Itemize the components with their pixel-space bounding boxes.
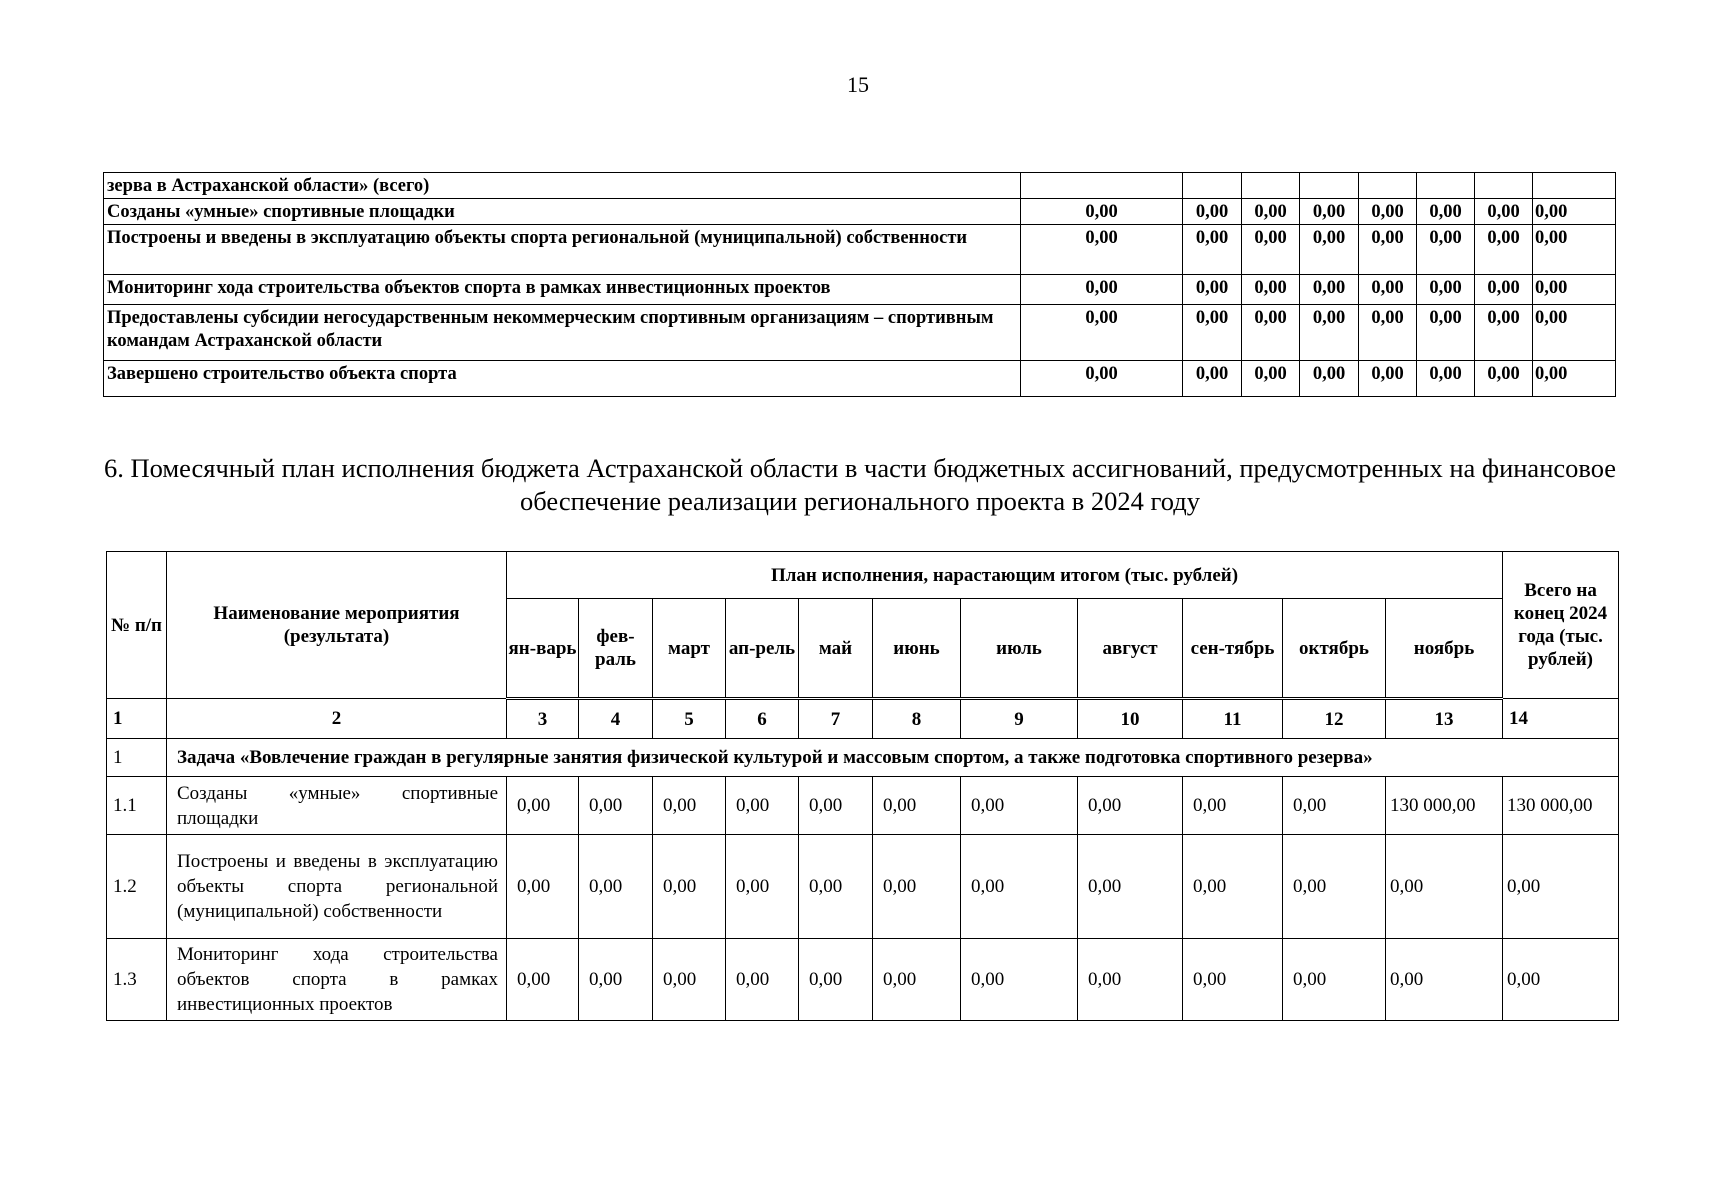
result-value: 0,00 <box>1300 275 1359 305</box>
section-title: 6. Помесячный план исполнения бюджета Астраханской области в части бюджетных ассигнований, предусмотренных на финансовое обеспечение реализации регионального проекта в 2024 году <box>103 453 1617 516</box>
result-value: 0,00 <box>1242 305 1300 361</box>
month-value: 0,00 <box>726 939 799 1021</box>
result-name: Завершено строительство объекта спорта <box>104 361 1021 397</box>
row-total: 0,00 <box>1503 939 1619 1021</box>
result-value: 0,00 <box>1475 361 1533 397</box>
month-value: 0,00 <box>579 777 653 835</box>
month-value: 0,00 <box>961 939 1078 1021</box>
row-name: Мониторинг хода строительства объектов спорта в рамках инвестиционных проектов <box>167 939 507 1021</box>
column-number: 14 <box>1503 699 1619 739</box>
month-value: 0,00 <box>1283 835 1386 939</box>
header-num: № п/п <box>107 552 167 699</box>
result-value: 0,00 <box>1533 361 1616 397</box>
result-value: 0,00 <box>1242 199 1300 225</box>
month-value: 0,00 <box>653 939 726 1021</box>
result-total: 0,00 <box>1021 275 1183 305</box>
result-value <box>1300 173 1359 199</box>
header-month: сен-тябрь <box>1183 599 1283 699</box>
result-value: 0,00 <box>1300 225 1359 275</box>
monthly-plan-table <box>106 551 1619 1021</box>
result-value: 0,00 <box>1417 361 1475 397</box>
result-value: 0,00 <box>1359 275 1417 305</box>
result-value: 0,00 <box>1417 305 1475 361</box>
result-name: Построены и введены в эксплуатацию объекты спорта региональной (муниципальной) собственности <box>104 225 1021 275</box>
result-value <box>1475 173 1533 199</box>
result-value: 0,00 <box>1242 275 1300 305</box>
column-number: 13 <box>1386 699 1503 739</box>
month-value: 0,00 <box>726 835 799 939</box>
result-value: 0,00 <box>1359 361 1417 397</box>
result-value: 0,00 <box>1183 305 1242 361</box>
month-value: 0,00 <box>873 939 961 1021</box>
result-value: 0,00 <box>1242 225 1300 275</box>
month-value: 0,00 <box>507 777 579 835</box>
month-value: 0,00 <box>1183 835 1283 939</box>
top-table-row <box>104 275 1616 305</box>
result-value: 0,00 <box>1475 225 1533 275</box>
result-value: 0,00 <box>1533 275 1616 305</box>
month-value: 0,00 <box>1078 835 1183 939</box>
result-value: 0,00 <box>1183 275 1242 305</box>
top-table-row <box>104 199 1616 225</box>
header-month: ноябрь <box>1386 599 1503 699</box>
column-number: 1 <box>107 699 167 739</box>
row-total: 0,00 <box>1503 835 1619 939</box>
column-number: 3 <box>507 699 579 739</box>
month-value: 0,00 <box>1283 777 1386 835</box>
result-value: 0,00 <box>1359 305 1417 361</box>
result-name: Предоставлены субсидии негосударственным некоммерческим спортивным организациям – спортивным командам Астраханской области <box>104 305 1021 361</box>
result-value: 0,00 <box>1417 225 1475 275</box>
result-value: 0,00 <box>1183 225 1242 275</box>
result-value <box>1533 173 1616 199</box>
result-value: 0,00 <box>1417 275 1475 305</box>
result-name: Созданы «умные» спортивные площадки <box>104 199 1021 225</box>
header-plan: План исполнения, нарастающим итогом (тыс. рублей) <box>507 552 1503 599</box>
column-number: 10 <box>1078 699 1183 739</box>
column-number: 12 <box>1283 699 1386 739</box>
header-month: июнь <box>873 599 961 699</box>
result-value: 0,00 <box>1475 275 1533 305</box>
row-num: 1.1 <box>107 777 167 835</box>
top-table-body <box>104 173 1616 397</box>
result-value: 0,00 <box>1300 361 1359 397</box>
month-value: 0,00 <box>799 939 873 1021</box>
result-value: 0,00 <box>1300 199 1359 225</box>
task-num: 1 <box>107 739 167 777</box>
header-month: март <box>653 599 726 699</box>
top-table-row <box>104 361 1616 397</box>
result-value: 0,00 <box>1533 305 1616 361</box>
top-table-row <box>104 173 1616 199</box>
top-table-row <box>104 305 1616 361</box>
result-total: 0,00 <box>1021 305 1183 361</box>
month-value: 0,00 <box>1183 777 1283 835</box>
month-value: 0,00 <box>507 835 579 939</box>
header-name: Наименование мероприятия (результата) <box>167 552 507 699</box>
result-total: 0,00 <box>1021 225 1183 275</box>
result-value <box>1242 173 1300 199</box>
row-name: Построены и введены в эксплуатацию объекты спорта региональной (муниципальной) собственности <box>167 835 507 939</box>
column-number: 9 <box>961 699 1078 739</box>
column-number: 7 <box>799 699 873 739</box>
month-value: 0,00 <box>1386 939 1503 1021</box>
month-value: 0,00 <box>961 777 1078 835</box>
top-results-table <box>103 172 1616 397</box>
table-row <box>107 777 1619 835</box>
result-total: 0,00 <box>1021 361 1183 397</box>
month-value: 0,00 <box>961 835 1078 939</box>
result-total: 0,00 <box>1021 199 1183 225</box>
result-value <box>1183 173 1242 199</box>
column-number: 6 <box>726 699 799 739</box>
result-value: 0,00 <box>1533 199 1616 225</box>
row-name: Созданы «умные» спортивные площадки <box>167 777 507 835</box>
month-value: 0,00 <box>1078 777 1183 835</box>
month-value: 0,00 <box>653 835 726 939</box>
month-value: 130 000,00 <box>1386 777 1503 835</box>
month-value: 0,00 <box>507 939 579 1021</box>
month-value: 0,00 <box>579 835 653 939</box>
column-number: 8 <box>873 699 961 739</box>
result-value <box>1417 173 1475 199</box>
table-row <box>107 939 1619 1021</box>
monthly-plan-table-body <box>107 552 1619 1021</box>
result-value: 0,00 <box>1417 199 1475 225</box>
header-total: Всего на конец 2024 года (тыс. рублей) <box>1503 552 1619 699</box>
column-number: 4 <box>579 699 653 739</box>
result-name: зерва в Астраханской области» (всего) <box>104 173 1021 199</box>
column-number: 5 <box>653 699 726 739</box>
header-month: ян-варь <box>507 599 579 699</box>
month-value: 0,00 <box>1183 939 1283 1021</box>
result-value: 0,00 <box>1359 225 1417 275</box>
month-value: 0,00 <box>873 835 961 939</box>
result-total <box>1021 173 1183 199</box>
header-month: октябрь <box>1283 599 1386 699</box>
month-value: 0,00 <box>799 835 873 939</box>
header-month: май <box>799 599 873 699</box>
month-value: 0,00 <box>1078 939 1183 1021</box>
result-value: 0,00 <box>1359 199 1417 225</box>
month-value: 0,00 <box>873 777 961 835</box>
month-value: 0,00 <box>1386 835 1503 939</box>
month-value: 0,00 <box>1283 939 1386 1021</box>
task-text: Задача «Вовлечение граждан в регулярные занятия физической культурой и массовым спортом, а также подготовка спортивного резерва» <box>167 739 1619 777</box>
header-month: август <box>1078 599 1183 699</box>
month-value: 0,00 <box>579 939 653 1021</box>
page-number: 15 <box>847 72 869 97</box>
result-value: 0,00 <box>1183 361 1242 397</box>
result-value: 0,00 <box>1242 361 1300 397</box>
result-value: 0,00 <box>1475 199 1533 225</box>
row-num: 1.2 <box>107 835 167 939</box>
header-month: июль <box>961 599 1078 699</box>
header-month: ап-рель <box>726 599 799 699</box>
result-value <box>1359 173 1417 199</box>
row-num: 1.3 <box>107 939 167 1021</box>
row-total: 130 000,00 <box>1503 777 1619 835</box>
month-value: 0,00 <box>799 777 873 835</box>
month-value: 0,00 <box>653 777 726 835</box>
top-table-row <box>104 225 1616 275</box>
column-number: 2 <box>167 699 507 739</box>
result-value: 0,00 <box>1183 199 1242 225</box>
month-value: 0,00 <box>726 777 799 835</box>
result-value: 0,00 <box>1300 305 1359 361</box>
header-month: фев-раль <box>579 599 653 699</box>
result-name: Мониторинг хода строительства объектов спорта в рамках инвестиционных проектов <box>104 275 1021 305</box>
result-value: 0,00 <box>1475 305 1533 361</box>
result-value: 0,00 <box>1533 225 1616 275</box>
table-row <box>107 835 1619 939</box>
column-number: 11 <box>1183 699 1283 739</box>
